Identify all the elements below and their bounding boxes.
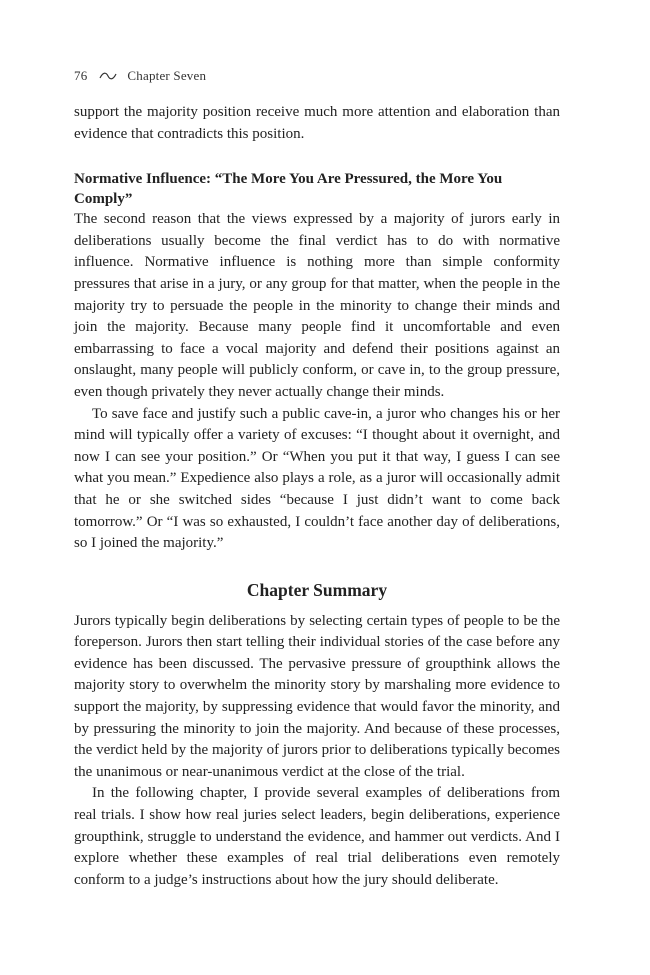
running-header <box>74 66 560 86</box>
book-page <box>74 66 560 891</box>
normative-paragraph-2: To save face and justify such a public cave-in, a juror who changes his or her mind will typically offer a variety of excuses: “I thought about it overnight, and now I can see your position.” Or “When you put it that way, I guess I can see what you mean.” Expedience also plays a role, as a juror will occasionally admit that he or she switched sides “because I just didn’t want to come back tomorrow.” Or “I was so exhausted, I couldn’t face another day of deliberations, so I joined the majority.” <box>74 405 560 552</box>
section-heading-normative: Normative Influence: “The More You Are Pressured, the More You Comply” <box>74 171 503 208</box>
chapter-summary-title: Chapter Summary <box>246 579 388 600</box>
summary-paragraph-1: Jurors typically begin deliberations by selecting certain types of people to be the foreperson. Jurors then start telling their individual stories of the case before any evidence has been discussed. The pervasive pressure of groupthink allows the majority story to overwhelm the minority story by marshaling more evidence to support the majority, by suppressing evidence that would favor the minority, and by pressuring the minority to join the majority. And because of these processes, the verdict held by the majority of jurors prior to deliberations typically becomes the unanimous or near-unanimous verdict at the close of the trial. <box>74 612 560 780</box>
tilde-ornament-icon <box>99 71 117 81</box>
intro-paragraph: support the majority position receive much more attention and elaboration than evidence that contradicts this position. <box>74 104 560 142</box>
summary-paragraph-2: In the following chapter, I provide several examples of deliberations from real trials. I show how real juries select leaders, begin deliberations, experience groupthink, struggle to understand the evidence, and hammer out verdicts. And I explore whether these examples of real trial deliberations even remotely conform to a judge’s instructions about how the jury should deliberate. <box>74 785 560 888</box>
normative-paragraph-1: The second reason that the views expressed by a majority of jurors early in deliberations usually become the final verdict has to do with normative influence. Normative influence is nothing more than simple conformity pressures that arise in a jury, or any group for that matter, when the people in the majority try to persuade the people in the minority to change their minds and join the majority. Because many people find it uncomfortable and even embarrassing to face a vocal majority and defend their positions against an onslaught, many people will publicly conform, or cave in, to the group pressure, even though privately they never actually change their minds. <box>74 211 560 400</box>
chapter-title: Chapter Seven <box>127 68 207 83</box>
page-number: 76 <box>74 68 88 83</box>
